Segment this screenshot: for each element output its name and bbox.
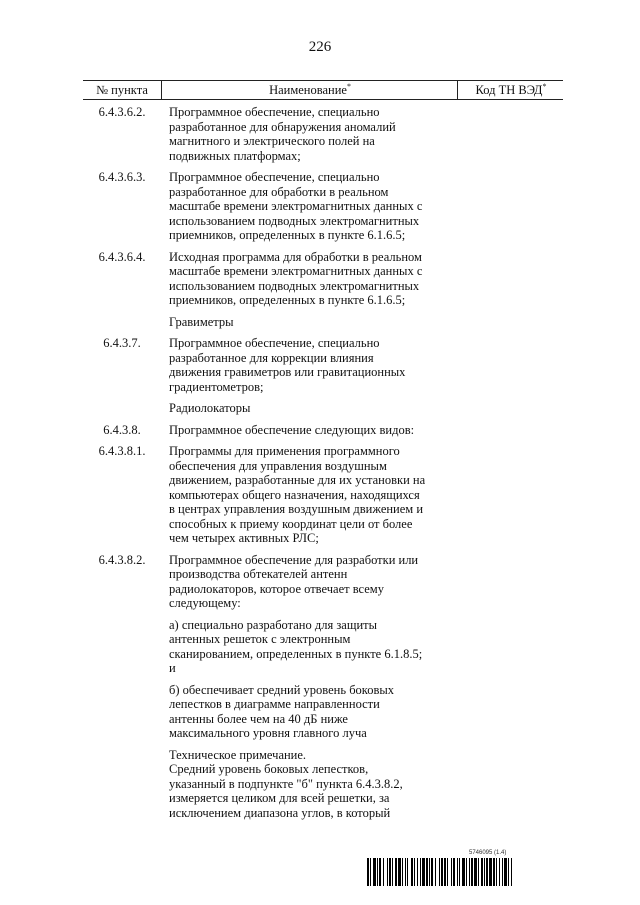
item-number: 6.4.3.8. bbox=[103, 422, 141, 437]
item-text: Программы для применения программного обеспечения для управления воздушным движением, разработанные для их установки на компьютерах общего назначения, находящихся в центрах управления воздушным движением и способных к приему координат цели от более чем четырех активных РЛС; bbox=[169, 444, 426, 545]
section-heading bbox=[83, 401, 563, 416]
header-name: Наименование* bbox=[161, 81, 458, 99]
document-code: 5746095 (1.4) bbox=[469, 850, 507, 856]
header-tn-ved-code: Код ТН ВЭД* bbox=[457, 81, 564, 99]
section-heading bbox=[83, 315, 563, 330]
item-text: Техническое примечание. Средний уровень боковых лепестков, указанный в подпункте "б" пункта 6.4.3.8.2, измеряется целиком для всей решетки, за исключением диапазона углов, в который bbox=[169, 747, 403, 820]
table-row bbox=[83, 683, 563, 741]
table-row bbox=[83, 105, 563, 163]
table-row bbox=[83, 553, 563, 611]
table-row bbox=[83, 618, 563, 676]
item-text: Программное обеспечение следующих видов: bbox=[169, 422, 415, 437]
item-number: 6.4.3.7. bbox=[103, 336, 141, 350]
item-text: Гравиметры bbox=[169, 314, 234, 329]
item-number: 6.4.3.6.3. bbox=[98, 170, 146, 184]
table-body bbox=[83, 105, 563, 820]
item-text: Программное обеспечение, специально разработанное для обработки в реальном масштабе времени электромагнитных данных с использованием подводных электромагнитных приемников, определенных в пункте 6.1.6.5; bbox=[169, 170, 423, 242]
table-row bbox=[83, 170, 563, 243]
table-row bbox=[83, 444, 563, 546]
item-text: Исходная программа для обработки в реальном масштабе времени электромагнитных данных с использованием подводных электромагнитных приемников, определенных в пункте 6.1.6.5; bbox=[169, 249, 423, 307]
table-header bbox=[83, 80, 563, 100]
item-text: а) специально разработано для защиты антенных решеток с электронным сканированием, определенных в пункте 6.1.8.5; и bbox=[169, 617, 423, 675]
item-number: 6.4.3.6.4. bbox=[98, 249, 146, 264]
barcode bbox=[367, 858, 593, 886]
item-number: 6.4.3.8.1. bbox=[98, 444, 146, 458]
table-row bbox=[83, 423, 563, 438]
page-number: 226 bbox=[308, 39, 332, 55]
table-row bbox=[83, 250, 563, 308]
item-text: Программное обеспечение для разработки или производства обтекателей антенн радиолокаторов, которое отвечает всему следующему: bbox=[169, 552, 419, 610]
table-row bbox=[83, 336, 563, 394]
item-text: Программное обеспечение, специально разработанное для коррекции влияния движения гравиметров или гравитационных градиентометров; bbox=[169, 336, 406, 394]
item-text: Радиолокаторы bbox=[169, 401, 251, 415]
item-text: Программное обеспечение, специально разработанное для обнаружения аномалий магнитного и электрического полей на подвижных платформах; bbox=[169, 105, 396, 163]
item-number: 6.4.3.8.2. bbox=[98, 552, 146, 567]
header-item-number: № пункта bbox=[96, 83, 148, 97]
item-text: б) обеспечивает средний уровень боковых лепестков в диаграмме направленности антенны более чем на 40 дБ ниже максимального уровня главного луча bbox=[169, 682, 395, 740]
technical-note bbox=[83, 748, 563, 821]
item-number: 6.4.3.6.2. bbox=[98, 105, 146, 119]
